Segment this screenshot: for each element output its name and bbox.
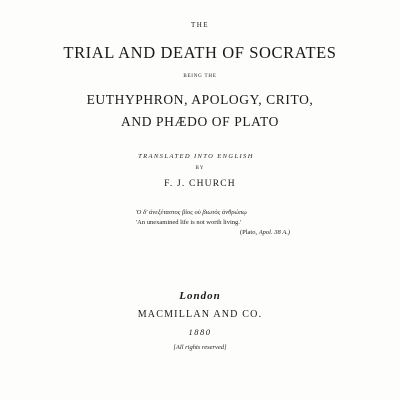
rights-notice: [All rights reserved] (173, 344, 227, 351)
by-line: BY (195, 166, 205, 171)
epigraph (136, 208, 296, 238)
book-title: TRIAL AND DEATH OF SOCRATES (63, 43, 337, 62)
publication-city: London (179, 290, 221, 302)
article-the: THE (190, 21, 210, 29)
works-line-1: EUTHYPHRON, APOLOGY, CRITO, (86, 92, 314, 107)
citation-author: (Plato, (239, 229, 258, 236)
works-line-2: AND PHÆDO OF PLATO (121, 114, 279, 129)
being-the-line: BEING THE (183, 74, 217, 79)
translated-line: TRANSLATED INTO ENGLISH (138, 153, 254, 160)
citation-reference: Apol. 38 A.) (258, 229, 290, 236)
epigraph-english: 'An unexamined life is not worth living.' (136, 219, 242, 226)
publication-year: 1880 (188, 327, 212, 337)
translator-name: F. J. CHURCH (164, 179, 236, 189)
publisher-name: MACMILLAN AND CO. (137, 309, 263, 320)
epigraph-greek: Ὁ δ' ἀνεξέταστος βίος οὐ βιωτὸς ἀνθρώπῳ (136, 209, 247, 216)
epigraph-citation (136, 228, 296, 238)
